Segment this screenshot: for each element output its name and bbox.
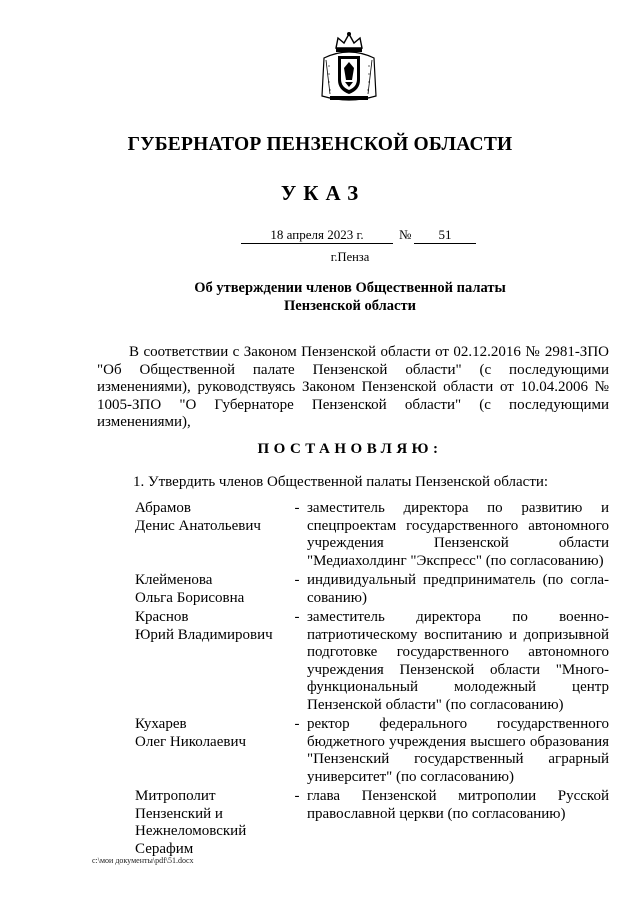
member-row	[135, 609, 609, 714]
document-city: г.Пенза	[330, 250, 370, 264]
member-row	[135, 788, 609, 858]
number-sign: №	[399, 227, 412, 242]
decree-word: ПОСТАНОВЛЯЮ:	[257, 441, 443, 457]
member-name: Клейменова Ольга Борисовна	[135, 572, 245, 606]
member-row	[135, 500, 609, 570]
member-name: Митрополит Пензенский и Нежнеломовский Серафим	[135, 788, 247, 857]
member-position: глава Пензенской митрополии Русской православной церкви (по согласованию)	[307, 788, 609, 822]
member-position: заместитель директора по военно-патриотическому воспитанию и допризывной подготовке государственного автономного учреждения Пензенской области "Много-функциональный молодежный центр Пензенской области" (по согласованию)	[307, 609, 609, 713]
subject-line: Пензенской области	[284, 298, 416, 314]
member-position: индивидуальный предприниматель (по согла-сованию)	[307, 572, 609, 606]
document-subject	[130, 279, 570, 315]
member-dash: -	[294, 572, 300, 588]
member-position: ректор федерального государственного бюджетного учреждения высшего образования "Пензенский государственный аграрный университет" (по согласованию)	[307, 716, 609, 785]
subject-line: Об утверждении членов Общественной палаты	[194, 280, 506, 296]
file-path-footer: c:\мои документы\pdf\51.docx	[92, 856, 194, 865]
document-type: УКАЗ	[280, 181, 366, 205]
member-name: Кухарев Олег Николаевич	[135, 716, 247, 750]
member-name: Краснов Юрий Владимирович	[135, 609, 273, 643]
member-row	[135, 572, 609, 607]
member-dash: -	[294, 609, 300, 625]
members-list	[135, 500, 609, 860]
preamble-paragraph: В соответствии с Законом Пензенской области от 02.12.2016 № 2981-ЗПО "Об Общественной палате Пензенской области" (с последующими изменениями), руководствуясь Законом Пензенской области от 10.04.2006 № 1005-ЗПО "О Губернаторе Пензенской области" (с последующими изменениями),	[97, 344, 609, 430]
document-number: 51	[414, 227, 476, 244]
member-name: Абрамов Денис Анатольевич	[135, 500, 261, 534]
member-position: заместитель директора по развитию и спецпроектам государственного автономного учреждения Пензенской области "Медиахолдинг "Экспресс" (по согласованию)	[307, 500, 609, 569]
member-dash: -	[294, 788, 300, 804]
coat-of-arms-icon	[318, 30, 380, 104]
issuing-authority: ГУБЕРНАТОР ПЕНЗЕНСКОЙ ОБЛАСТИ	[127, 134, 513, 155]
document-date: 18 апреля 2023 г.	[241, 227, 393, 244]
member-dash: -	[294, 500, 300, 516]
member-dash: -	[294, 716, 300, 732]
clause-1: 1. Утвердить членов Общественной палаты Пензенской области:	[133, 474, 549, 490]
member-row	[135, 716, 609, 786]
